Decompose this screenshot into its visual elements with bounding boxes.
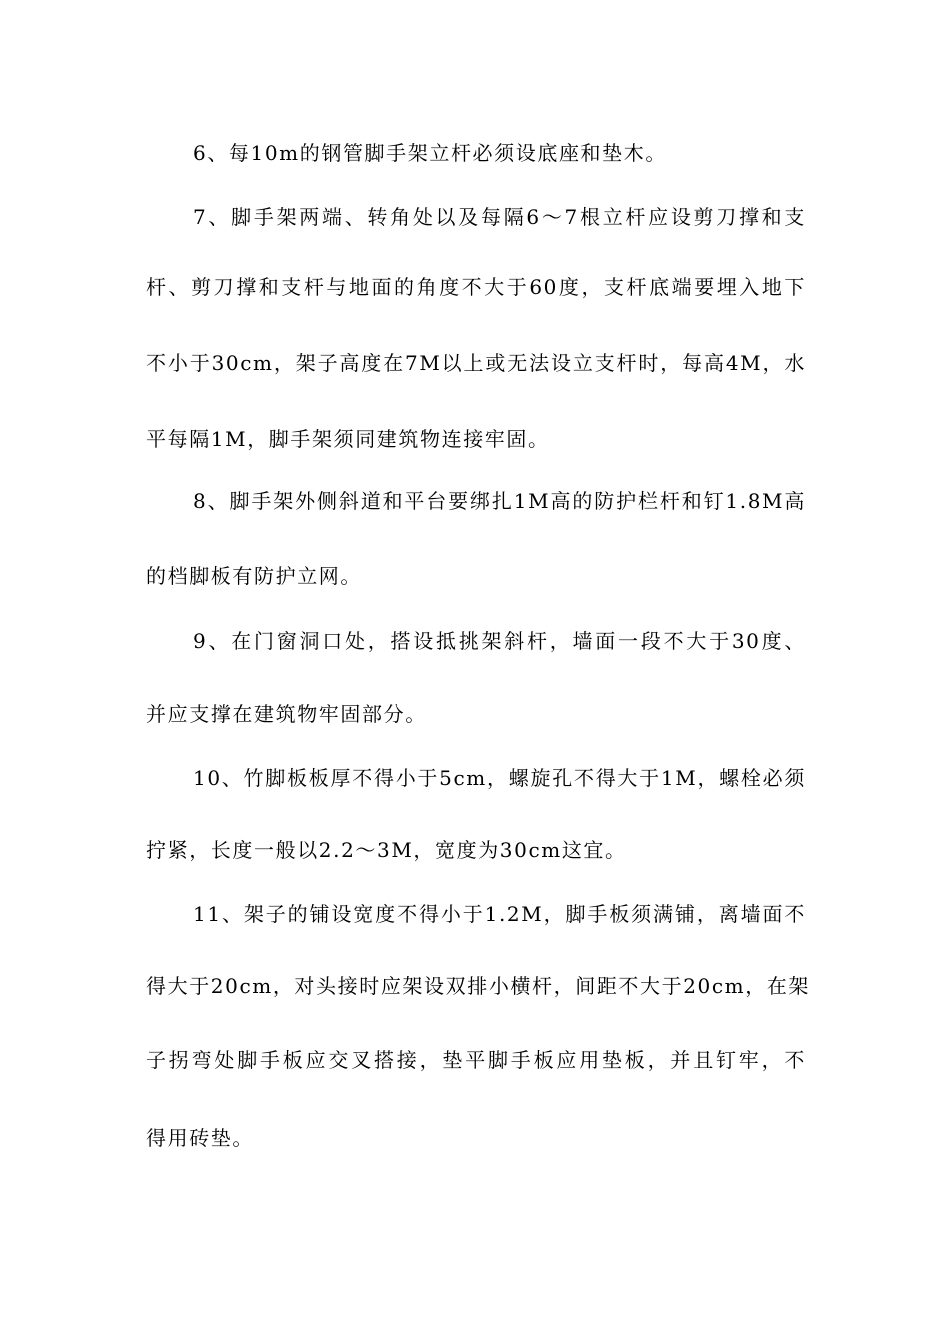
paragraph-7-line-3: 不小于30cm，架子高度在7M以上或无法设立支杆时，每高4M，水	[146, 351, 806, 375]
paragraph-8-line-2: 的档脚板有防护立网。	[146, 564, 362, 588]
paragraph-7-line-4: 平每隔1M，脚手架须同建筑物连接牢固。	[146, 427, 550, 451]
paragraph-7-line-2: 杆、剪刀撑和支杆与地面的角度不大于60度，支杆底端要埋入地下	[146, 275, 806, 299]
paragraph-10-line-1: 10、竹脚板板厚不得小于5cm，螺旋孔不得大于1M，螺栓必须	[193, 766, 806, 790]
paragraph-9-line-2: 并应支撑在建筑物牢固部分。	[146, 702, 427, 726]
paragraph-11-line-1: 11、架子的铺设宽度不得小于1.2M，脚手板须满铺，离墙面不	[193, 902, 806, 926]
paragraph-11-line-2: 得大于20cm，对头接时应架设双排小横杆，间距不大于20cm，在架	[146, 974, 811, 998]
paragraph-10-line-2: 拧紧，长度一般以2.2～3M，宽度为30cm这宜。	[146, 838, 627, 862]
paragraph-6-line-1: 6、每10m的钢管脚手架立杆必须设底座和垫木。	[193, 141, 667, 165]
paragraph-11-line-3: 子拐弯处脚手板应交叉搭接，垫平脚手板应用垫板，并且钉牢，不	[146, 1048, 806, 1072]
paragraph-8-line-1: 8、脚手架外侧斜道和平台要绑扎1M高的防护栏杆和钉1.8M高	[193, 489, 806, 513]
paragraph-11-line-4: 得用砖垫。	[146, 1126, 254, 1150]
paragraph-9-line-1: 9、在门窗洞口处，搭设抵挑架斜杆，墙面一段不大于30度、	[193, 629, 806, 653]
paragraph-7-line-1: 7、脚手架两端、转角处以及每隔6～7根立杆应设剪刀撑和支	[193, 205, 806, 229]
